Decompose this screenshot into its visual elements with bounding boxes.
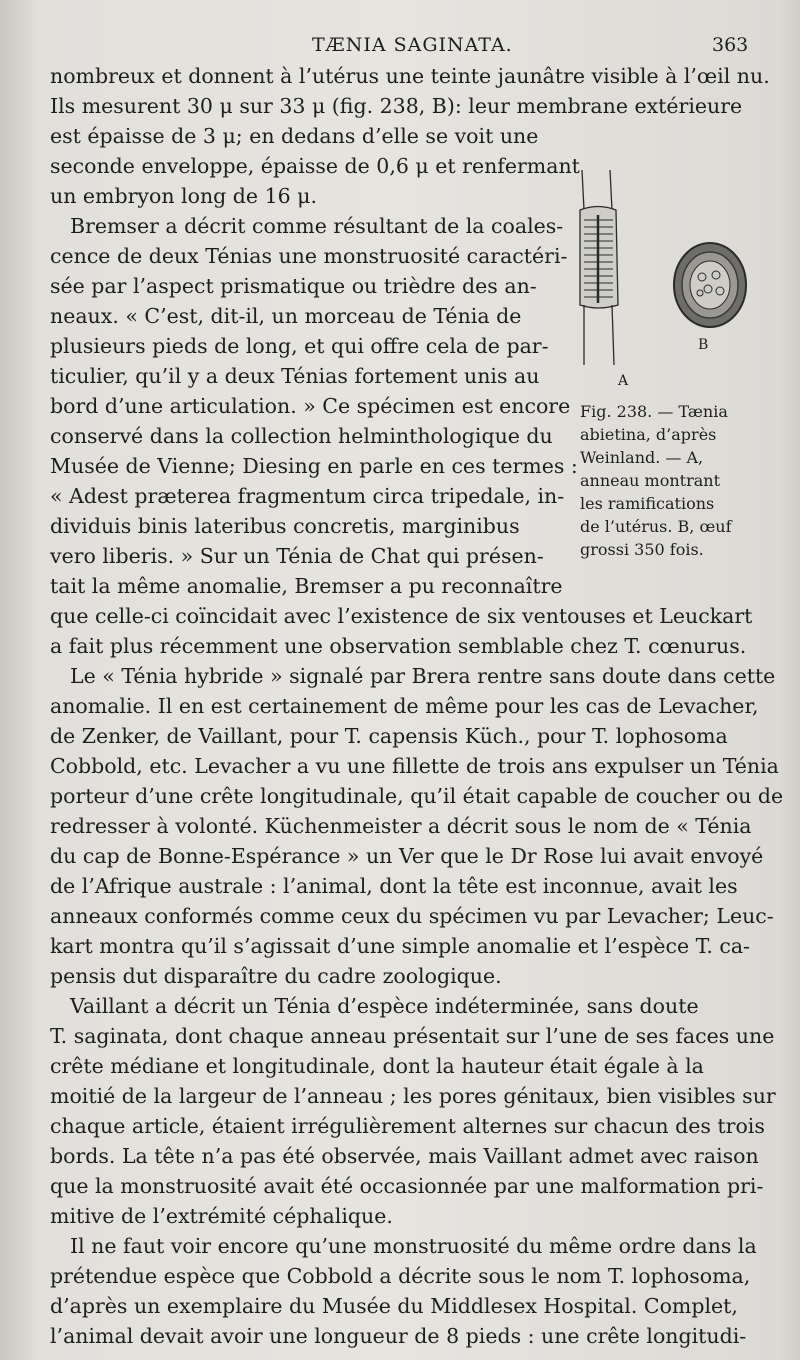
- text-line: neaux. « C’est, dit-il, un morceau de Ténia de: [50, 304, 522, 328]
- running-title: TÆNIA SAGINATA.: [312, 34, 513, 56]
- figure-illustration: [570, 165, 785, 395]
- text-line: prétendue espèce que Cobbold a décrite sous le nom T. lophosoma,: [50, 1264, 751, 1288]
- text-line: ticulier, qu’il y a deux Ténias fortement unis au: [50, 364, 540, 388]
- figure-caption: [580, 400, 785, 561]
- text-line: cence de deux Ténias une monstruosité caractéri-: [50, 244, 568, 268]
- caption-line: Fig. 238. — Tænia: [580, 402, 728, 421]
- caption-line: grossi 350 fois.: [580, 540, 704, 559]
- text-line: est épaisse de 3 μ; en dedans d’elle se voit une: [50, 124, 539, 148]
- text-line: moitié de la largeur de l’anneau ; les pores génitaux, bien visibles sur: [50, 1084, 776, 1108]
- text-line: dividuis binis lateribus concretis, marginibus: [50, 514, 520, 538]
- text-line: vero liberis. » Sur un Ténia de Chat qui présen-: [50, 544, 544, 568]
- page-number: 363: [712, 34, 749, 56]
- text-line: kart montra qu’il s’agissait d’une simple anomalie et l’espèce T. ca-: [50, 934, 750, 958]
- text-line: que celle-ci coïncidait avec l’existence de six ventouses et Leuckart: [50, 604, 753, 628]
- text-line: crête médiane et longitudinale, dont la hauteur était égale à la: [50, 1054, 704, 1078]
- figure-label-a: A: [618, 373, 629, 389]
- egg-drawing-b: [674, 243, 746, 327]
- text-line: conservé dans la collection helminthologique du: [50, 424, 553, 448]
- caption-line: de l’utérus. B, œuf: [580, 517, 732, 536]
- text-line: Vaillant a décrit un Ténia d’espèce indéterminée, sans doute: [70, 994, 699, 1018]
- text-line: T. saginata, dont chaque anneau présentait sur l’une de ses faces une: [50, 1024, 775, 1048]
- text-line: mitive de l’extrémité céphalique.: [50, 1204, 393, 1228]
- text-line: Bremser a décrit comme résultant de la coales-: [70, 214, 564, 238]
- text-line: Ils mesurent 30 μ sur 33 μ (fig. 238, B): leur membrane extérieure: [50, 94, 743, 118]
- text-line: de Zenker, de Vaillant, pour T. capensis Küch., pour T. lophosoma: [50, 724, 728, 748]
- caption-line: anneau montrant: [580, 471, 721, 490]
- caption-line: abietina, d’après: [580, 425, 717, 444]
- text-line: « Adest præterea fragmentum circa tripedale, in-: [50, 484, 565, 508]
- text-line: un embryon long de 16 μ.: [50, 184, 318, 208]
- text-line: sée par l’aspect prismatique ou trièdre des an-: [50, 274, 537, 298]
- text-line: porteur d’une crête longitudinale, qu’il était capable de coucher ou de: [50, 784, 784, 808]
- text-line: nombreux et donnent à l’utérus une teinte jaunâtre visible à l’œil nu.: [50, 64, 770, 88]
- text-line: redresser à volonté. Küchenmeister a décrit sous le nom de « Ténia: [50, 814, 752, 838]
- text-line: l’animal devait avoir une longueur de 8 pieds : une crête longitudi-: [50, 1324, 747, 1348]
- text-line: du cap de Bonne-Espérance » un Ver que le Dr Rose lui avait envoyé: [50, 844, 764, 868]
- text-line: a fait plus récemment une observation semblable chez T. cœnurus.: [50, 634, 747, 658]
- text-line: Cobbold, etc. Levacher a vu une fillette de trois ans expulser un Ténia: [50, 754, 779, 778]
- text-line: Le « Ténia hybride » signalé par Brera rentre sans doute dans cette: [70, 664, 776, 688]
- segment-drawing-a: [580, 170, 618, 365]
- text-line: Musée de Vienne; Diesing en parle en ces termes :: [50, 454, 578, 478]
- text-line: de l’Afrique australe : l’animal, dont la tête est inconnue, avait les: [50, 874, 738, 898]
- text-line: bord d’une articulation. » Ce spécimen est encore: [50, 394, 571, 418]
- figure-238: [570, 165, 785, 585]
- text-line: anomalie. Il en est certainement de même pour les cas de Levacher,: [50, 694, 759, 718]
- text-line: tait la même anomalie, Bremser a pu reconnaître: [50, 574, 563, 598]
- text-line: d’après un exemplaire du Musée du Middlesex Hospital. Complet,: [50, 1294, 738, 1318]
- text-line: anneaux conformés comme ceux du spécimen vu par Levacher; Leuc-: [50, 904, 774, 928]
- text-line: plusieurs pieds de long, et qui offre cela de par-: [50, 334, 549, 358]
- text-line: chaque article, étaient irrégulièrement alternes sur chacun des trois: [50, 1114, 765, 1138]
- running-head: [0, 30, 800, 60]
- text-line: que la monstruosité avait été occasionnée par une malformation pri-: [50, 1174, 764, 1198]
- figure-label-b: B: [698, 337, 709, 353]
- caption-line: les ramifications: [580, 494, 715, 513]
- caption-line: Weinland. — A,: [580, 448, 704, 467]
- text-line: bords. La tête n’a pas été observée, mais Vaillant admet avec raison: [50, 1144, 759, 1168]
- text-line: seconde enveloppe, épaisse de 0,6 μ et renfermant: [50, 154, 580, 178]
- text-line: pensis dut disparaître du cadre zoologique.: [50, 964, 502, 988]
- text-line: Il ne faut voir encore qu’une monstruosité du même ordre dans la: [70, 1234, 757, 1258]
